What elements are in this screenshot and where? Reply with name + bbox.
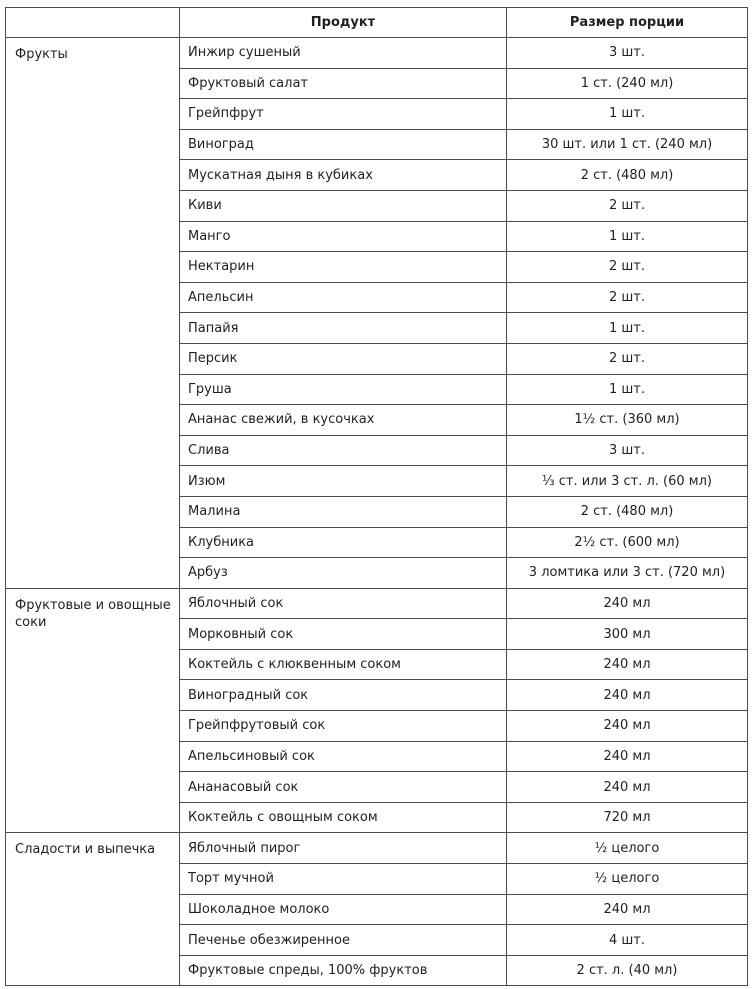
product-cell: Клубника: [180, 527, 507, 558]
serving-size-cell: 3 ломтика или 3 ст. (720 мл): [507, 558, 748, 589]
product-cell: Виноград: [180, 129, 507, 160]
product-cell: Персик: [180, 343, 507, 374]
product-cell: Морковный сок: [180, 619, 507, 650]
product-cell: Инжир сушеный: [180, 38, 507, 69]
product-cell: Манго: [180, 221, 507, 252]
category-cell: Фруктовые и овощные соки: [6, 588, 180, 833]
serving-size-cell: 3 шт.: [507, 435, 748, 466]
serving-size-cell: 1 ст. (240 мл): [507, 68, 748, 99]
product-cell: Мускатная дыня в кубиках: [180, 160, 507, 191]
serving-size-cell: 2 ст. л. (40 мл): [507, 955, 748, 986]
product-cell: Коктейль с овощным соком: [180, 802, 507, 833]
product-cell: Фруктовые спреды, 100% фруктов: [180, 955, 507, 986]
table-row: [6, 833, 748, 864]
table-row: [6, 38, 748, 69]
serving-size-cell: 240 мл: [507, 894, 748, 925]
serving-size-cell: 2 шт.: [507, 282, 748, 313]
serving-size-cell: 2 ст. (480 мл): [507, 496, 748, 527]
serving-size-cell: ½ целого: [507, 833, 748, 864]
serving-size-cell: 2 шт.: [507, 252, 748, 283]
header-serving-size: Размер порции: [507, 8, 748, 38]
serving-size-cell: 30 шт. или 1 ст. (240 мл): [507, 129, 748, 160]
product-cell: Арбуз: [180, 558, 507, 589]
serving-size-cell: 1 шт.: [507, 374, 748, 405]
product-cell: Фруктовый салат: [180, 68, 507, 99]
serving-size-cell: 2 шт.: [507, 190, 748, 221]
product-cell: Груша: [180, 374, 507, 405]
category-cell: Сладости и выпечка: [6, 833, 180, 986]
serving-size-cell: 3 шт.: [507, 38, 748, 69]
product-cell: Коктейль с клюквенным соком: [180, 649, 507, 680]
product-cell: Апельсин: [180, 282, 507, 313]
product-cell: Ананасовый сок: [180, 772, 507, 803]
serving-size-cell: 720 мл: [507, 802, 748, 833]
serving-size-cell: 1 шт.: [507, 221, 748, 252]
product-cell: Яблочный пирог: [180, 833, 507, 864]
product-cell: Слива: [180, 435, 507, 466]
serving-size-cell: 240 мл: [507, 772, 748, 803]
product-cell: Ананас свежий, в кусочках: [180, 405, 507, 436]
serving-size-table: [5, 7, 748, 986]
serving-size-cell: 1½ ст. (360 мл): [507, 405, 748, 436]
serving-size-cell: 240 мл: [507, 588, 748, 619]
product-cell: Печенье обезжиренное: [180, 925, 507, 956]
serving-size-cell: 240 мл: [507, 649, 748, 680]
product-cell: Грейпфрутовый сок: [180, 711, 507, 742]
product-cell: Малина: [180, 496, 507, 527]
product-cell: Изюм: [180, 466, 507, 497]
product-cell: Папайя: [180, 313, 507, 344]
product-cell: Торт мучной: [180, 864, 507, 895]
product-cell: Шоколадное молоко: [180, 894, 507, 925]
table-body: [6, 38, 748, 986]
category-cell: Фрукты: [6, 38, 180, 589]
table-row: [6, 588, 748, 619]
product-cell: Нектарин: [180, 252, 507, 283]
serving-size-cell: ½ целого: [507, 864, 748, 895]
serving-size-cell: 1 шт.: [507, 99, 748, 130]
serving-size-cell: 240 мл: [507, 711, 748, 742]
product-cell: Грейпфрут: [180, 99, 507, 130]
serving-size-cell: 2½ ст. (600 мл): [507, 527, 748, 558]
serving-size-cell: 4 шт.: [507, 925, 748, 956]
serving-size-cell: 240 мл: [507, 741, 748, 772]
header-category: [6, 8, 180, 38]
serving-size-cell: ⅓ ст. или 3 ст. л. (60 мл): [507, 466, 748, 497]
product-cell: Яблочный сок: [180, 588, 507, 619]
table-header-row: [6, 8, 748, 38]
serving-size-cell: 2 шт.: [507, 343, 748, 374]
product-cell: Апельсиновый сок: [180, 741, 507, 772]
product-cell: Киви: [180, 190, 507, 221]
serving-size-cell: 240 мл: [507, 680, 748, 711]
product-cell: Виноградный сок: [180, 680, 507, 711]
serving-size-cell: 300 мл: [507, 619, 748, 650]
serving-size-cell: 1 шт.: [507, 313, 748, 344]
serving-size-cell: 2 ст. (480 мл): [507, 160, 748, 191]
header-product: Продукт: [180, 8, 507, 38]
